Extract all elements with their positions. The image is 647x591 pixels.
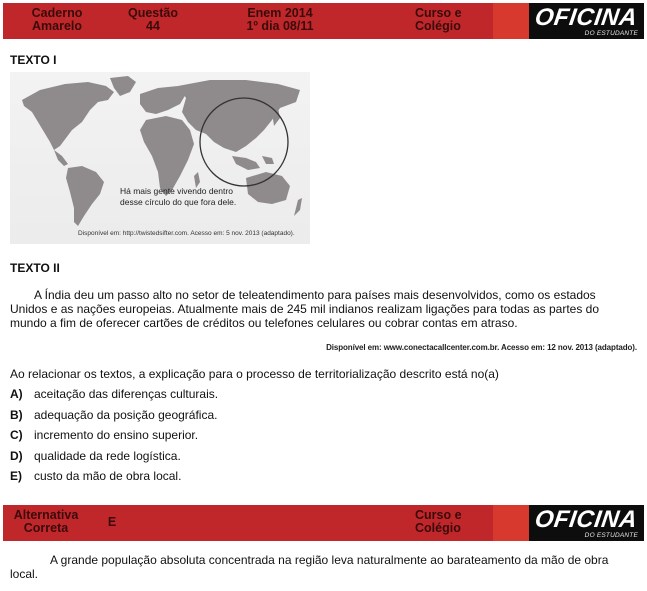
question-prompt: Ao relacionar os textos, a explicação para o processo de territorialização descrito está no(a) xyxy=(10,367,499,381)
logo-subtitle: DO ESTUDANTE xyxy=(584,30,638,37)
logo-wordmark: OFICINA xyxy=(533,4,640,31)
logo-accent xyxy=(493,505,529,541)
option-b xyxy=(10,408,218,429)
curso-line-2: Colégio xyxy=(415,19,461,33)
logo-accent xyxy=(493,3,529,39)
option-letter: E) xyxy=(10,469,22,483)
map-source: Disponível em: http://twistedsifter.com. Acesso em: 5 nov. 2013 (adaptado). xyxy=(78,230,295,237)
answer-explanation xyxy=(10,553,635,581)
explanation-text: A grande população absoluta concentrada na região leva naturalmente ao barateamento da mão de obra local. xyxy=(10,553,609,581)
answer-bar xyxy=(3,505,644,541)
correct-answer-label xyxy=(9,509,83,535)
exam-date: 1º dia 08/11 xyxy=(246,19,314,33)
texto2-source: Disponível em: www.conectacallcenter.com.br. Acesso em: 12 nov. 2013 (adaptado). xyxy=(326,343,637,352)
questao-value: 44 xyxy=(146,19,160,33)
option-a xyxy=(10,387,218,408)
texto2-title: TEXTO II xyxy=(10,261,60,275)
logo-subtitle: DO ESTUDANTE xyxy=(584,532,638,539)
option-letter: A) xyxy=(10,387,23,401)
texto1-title: TEXTO I xyxy=(10,53,57,67)
oficina-logo xyxy=(529,3,644,39)
option-letter: D) xyxy=(10,448,23,463)
option-d xyxy=(10,449,218,470)
exam-label: Enem 2014 xyxy=(247,6,313,20)
option-e xyxy=(10,469,218,490)
caderno-value: Amarelo xyxy=(31,19,83,33)
curso-line-1: Curso e xyxy=(415,508,462,522)
texto2-body: A Índia deu um passo alto no setor de teleatendimento para países mais desenvolvidos, como os estados Unidos e as nações europeias. Atualmente mais de 245 mil indianos realizam ligações para todas as partes do mundo a fim de oferecer cartões de créditos ou telefones celulares ou cobrar contas em atraso. xyxy=(10,288,600,330)
questao-info xyxy=(113,7,193,33)
option-text: qualidade da rede logística. xyxy=(34,448,181,463)
curso-colegio-label xyxy=(415,509,473,535)
map-caption-line-1: Há mais gente vivendo dentro xyxy=(120,186,233,196)
header-bar xyxy=(3,3,644,39)
curso-line-1: Curso e xyxy=(415,6,462,20)
option-text: incremento do ensino superior. xyxy=(34,428,199,442)
answer-label-line-1: Alternativa xyxy=(13,508,79,522)
option-letter: B) xyxy=(10,407,23,422)
exam-info xyxy=(235,7,325,33)
option-text: adequação da posição geográfica. xyxy=(34,407,218,422)
world-map-figure xyxy=(10,72,310,244)
option-c xyxy=(10,428,218,449)
answer-label-line-2: Correta xyxy=(23,521,69,535)
questao-label: Questão xyxy=(127,6,178,20)
caderno-label: Caderno xyxy=(31,6,83,20)
curso-line-2: Colégio xyxy=(415,521,461,535)
caderno-info xyxy=(17,7,97,33)
curso-colegio-label xyxy=(415,7,473,33)
oficina-logo xyxy=(529,505,644,541)
correct-answer-value: E xyxy=(107,515,117,529)
world-map-icon xyxy=(10,72,310,244)
option-text: custo da mão de obra local. xyxy=(34,469,182,483)
option-letter: C) xyxy=(10,428,23,442)
logo-wordmark: OFICINA xyxy=(533,506,640,533)
option-text: aceitação das diferenças culturais. xyxy=(34,387,219,401)
map-caption xyxy=(120,186,236,208)
texto2-paragraph xyxy=(10,288,635,330)
map-caption-line-2: desse círculo do que fora dele. xyxy=(120,197,237,207)
answer-options xyxy=(10,387,218,490)
